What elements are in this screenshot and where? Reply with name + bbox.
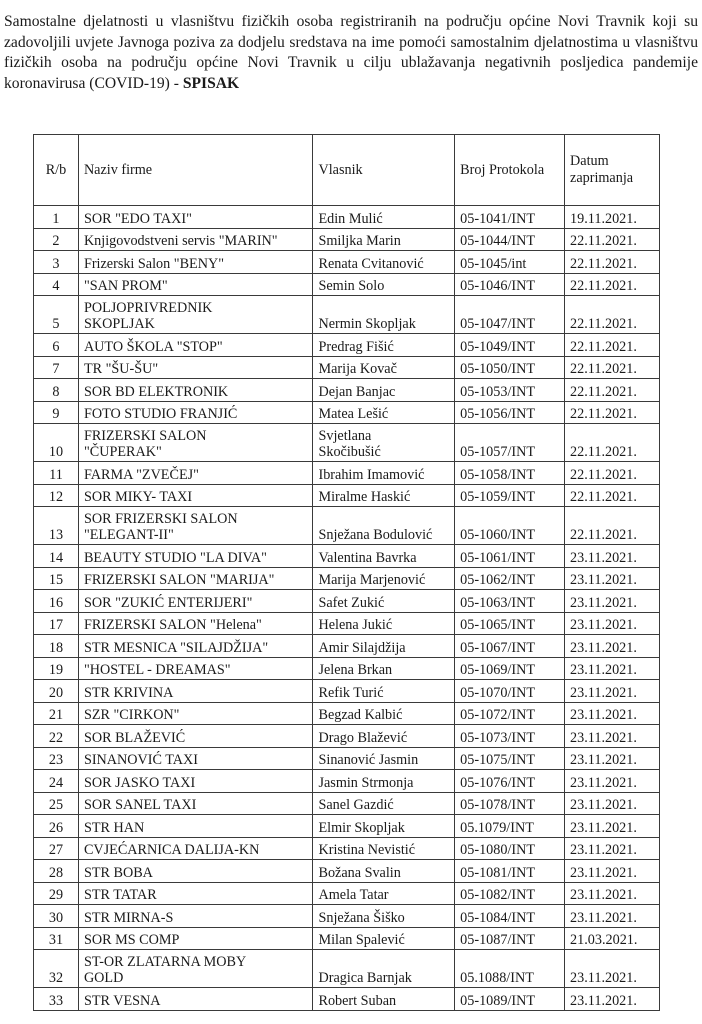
cell-date: 22.11.2021. <box>565 296 660 334</box>
cell-protocol: 05-1050/INT <box>455 356 565 379</box>
cell-date: 22.11.2021. <box>565 251 660 274</box>
owner-name: Snježana Šiško <box>318 909 405 926</box>
intro-text: Samostalne djelatnosti u vlasništvu fizičkih osoba registriranih na području općine Novi Travnik koji su zadovoljili uvjete Javnoga poziva za dodjelu sredstava na ime pomoći samostalnim djelatnostima u vlasništvu fizičkih osoba na području općine Novi Travnik u cilju ublažavanja negativnih posljedica pandemije koronavirusa (COVID-19) - <box>4 13 698 92</box>
cell-name <box>78 770 313 793</box>
cell-rb: 23 <box>34 747 79 770</box>
company-name: "HOSTEL - DREAMAS" <box>83 662 231 678</box>
cell-owner <box>313 206 455 229</box>
company-name: SOR BD ELEKTRONIK <box>83 383 229 400</box>
cell-date: 23.11.2021. <box>565 792 660 815</box>
cell-date: 23.11.2021. <box>565 988 660 1011</box>
table-row <box>34 206 660 229</box>
table-row <box>34 702 660 725</box>
cell-owner <box>313 860 455 883</box>
cell-name <box>78 545 313 568</box>
cell-owner <box>313 251 455 274</box>
cell-name <box>78 950 313 988</box>
cell-rb: 1 <box>34 206 79 229</box>
cell-owner <box>313 770 455 793</box>
owner-name: Valentina Bavrka <box>318 549 417 566</box>
cell-date: 23.11.2021. <box>565 590 660 613</box>
cell-rb: 18 <box>34 635 79 658</box>
company-name-line1: POLJOPRIVREDNIK <box>83 300 213 316</box>
cell-protocol: 05-1063/INT <box>455 590 565 613</box>
intro-title-bold: SPISAK <box>182 74 240 92</box>
owner-name-line2: Snježana Bodulović <box>318 527 433 543</box>
cell-protocol: 05-1078/INT <box>455 792 565 815</box>
company-name-line1: ST-OR ZLATARNA MOBY <box>83 954 247 970</box>
cell-name <box>78 792 313 815</box>
cell-owner <box>313 792 455 815</box>
cell-name <box>78 927 313 950</box>
company-name-line2: SKOPLJAK <box>83 316 155 332</box>
cell-owner <box>313 590 455 613</box>
table-row <box>34 484 660 507</box>
company-name: STR MIRNA-S <box>83 909 174 926</box>
table-row <box>34 815 660 838</box>
company-name: SOR SANEL TAXI <box>83 797 197 813</box>
cell-protocol: 05-1057/INT <box>455 424 565 462</box>
cell-date: 22.11.2021. <box>565 273 660 296</box>
cell-owner <box>313 612 455 635</box>
cell-rb: 24 <box>34 770 79 793</box>
cell-rb: 10 <box>34 424 79 462</box>
cell-protocol: 05-1047/INT <box>455 296 565 334</box>
owner-name: Predrag Fišić <box>318 338 394 355</box>
company-name: FRIZERSKI SALON "Helena" <box>83 617 262 633</box>
cell-rb: 28 <box>34 860 79 883</box>
cell-rb: 9 <box>34 401 79 424</box>
company-name: "SAN PROM" <box>83 278 168 294</box>
owner-name: Matea Lešić <box>318 406 389 422</box>
cell-protocol: 05-1081/INT <box>455 860 565 883</box>
table-row <box>34 567 660 590</box>
cell-owner <box>313 747 455 770</box>
cell-protocol: 05-1084/INT <box>455 905 565 928</box>
cell-protocol: 05.1079/INT <box>455 815 565 838</box>
cell-rb: 8 <box>34 379 79 402</box>
cell-owner <box>313 702 455 725</box>
owner-name-line2: Skočibušić <box>318 444 381 460</box>
table-row <box>34 882 660 905</box>
cell-protocol: 05-1049/INT <box>455 334 565 357</box>
table-row <box>34 635 660 658</box>
cell-protocol: 05-1046/INT <box>455 273 565 296</box>
company-name-line1: FRIZERSKI SALON <box>83 428 207 444</box>
cell-rb: 30 <box>34 905 79 928</box>
cell-name <box>78 206 313 229</box>
cell-owner <box>313 815 455 838</box>
company-name: SOR "ZUKIĆ ENTERIJERI" <box>83 594 253 611</box>
company-name: SOR MS COMP <box>83 932 180 948</box>
table-row <box>34 507 660 545</box>
table-row <box>34 334 660 357</box>
cell-date: 22.11.2021. <box>565 228 660 251</box>
cell-name <box>78 635 313 658</box>
cell-rb: 25 <box>34 792 79 815</box>
cell-rb: 5 <box>34 296 79 334</box>
cell-date: 23.11.2021. <box>565 770 660 793</box>
table-row <box>34 379 660 402</box>
owner-name: Helena Jukić <box>318 617 393 633</box>
table-row <box>34 356 660 379</box>
cell-rb: 3 <box>34 251 79 274</box>
table-row <box>34 590 660 613</box>
header-rb: R/b <box>34 135 79 206</box>
table-row <box>34 680 660 703</box>
cell-protocol: 05-1044/INT <box>455 228 565 251</box>
cell-protocol: 05-1060/INT <box>455 507 565 545</box>
table-row <box>34 273 660 296</box>
cell-date: 23.11.2021. <box>565 657 660 680</box>
owner-name: Jasmin Strmonja <box>318 774 414 791</box>
cell-rb: 16 <box>34 590 79 613</box>
table-row <box>34 860 660 883</box>
owner-name: Drago Blažević <box>318 729 408 746</box>
table-row <box>34 401 660 424</box>
cell-name <box>78 882 313 905</box>
cell-rb: 26 <box>34 815 79 838</box>
header-protocol: Broj Protokola <box>455 135 565 206</box>
cell-date: 21.03.2021. <box>565 927 660 950</box>
cell-date: 22.11.2021. <box>565 462 660 485</box>
cell-name <box>78 484 313 507</box>
table-row <box>34 905 660 928</box>
cell-owner <box>313 567 455 590</box>
cell-protocol: 05-1076/INT <box>455 770 565 793</box>
table-row <box>34 988 660 1011</box>
cell-owner <box>313 401 455 424</box>
cell-date: 22.11.2021. <box>565 334 660 357</box>
cell-protocol: 05-1082/INT <box>455 882 565 905</box>
owner-name: Amir Silajdžija <box>318 639 406 656</box>
table-row <box>34 296 660 334</box>
header-date-line1: Datum <box>570 153 609 169</box>
cell-date: 23.11.2021. <box>565 747 660 770</box>
cell-rb: 17 <box>34 612 79 635</box>
owner-name-line1: Svjetlana <box>318 428 372 444</box>
cell-protocol: 05-1065/INT <box>455 612 565 635</box>
company-name-line2: "ELEGANT-II" <box>83 527 174 543</box>
cell-name <box>78 424 313 462</box>
cell-owner <box>313 657 455 680</box>
cell-rb: 7 <box>34 356 79 379</box>
company-name: FRIZERSKI SALON "MARIJA" <box>83 572 275 588</box>
cell-owner <box>313 379 455 402</box>
company-name: SOR BLAŽEVIĆ <box>83 729 186 746</box>
company-name: Knjigovodstveni servis "MARIN" <box>83 233 278 249</box>
cell-date: 19.11.2021. <box>565 206 660 229</box>
cell-protocol: 05-1080/INT <box>455 837 565 860</box>
company-name: SZR "CIRKON" <box>83 707 180 723</box>
cell-name <box>78 680 313 703</box>
cell-owner <box>313 837 455 860</box>
cell-protocol: 05-1070/INT <box>455 680 565 703</box>
cell-owner <box>313 484 455 507</box>
cell-date: 23.11.2021. <box>565 725 660 748</box>
cell-rb: 29 <box>34 882 79 905</box>
owner-name: Elmir Skopljak <box>318 819 405 836</box>
cell-date: 23.11.2021. <box>565 815 660 838</box>
cell-name <box>78 988 313 1011</box>
cell-rb: 12 <box>34 484 79 507</box>
header-name: Naziv firme <box>78 135 313 206</box>
owner-name: Kristina Nevistić <box>318 842 416 858</box>
cell-name <box>78 462 313 485</box>
company-name: TR "ŠU-ŠU" <box>83 361 159 377</box>
cell-owner <box>313 927 455 950</box>
cell-date: 23.11.2021. <box>565 545 660 568</box>
cell-protocol: 05-1072/INT <box>455 702 565 725</box>
cell-date: 22.11.2021. <box>565 401 660 424</box>
cell-name <box>78 590 313 613</box>
cell-owner <box>313 273 455 296</box>
company-name: STR VESNA <box>83 992 161 1009</box>
cell-name <box>78 228 313 251</box>
owner-name: Ibrahim Imamović <box>318 466 425 483</box>
cell-protocol: 05-1067/INT <box>455 635 565 658</box>
cell-date: 23.11.2021. <box>565 702 660 725</box>
company-name: SINANOVIĆ TAXI <box>83 752 199 768</box>
cell-owner <box>313 545 455 568</box>
cell-name <box>78 567 313 590</box>
cell-name <box>78 334 313 357</box>
cell-name <box>78 747 313 770</box>
table-header-row <box>34 135 660 206</box>
header-owner: Vlasnik <box>313 135 455 206</box>
company-name: SOR MIKY- TAXI <box>83 489 193 505</box>
owner-name: Jelena Brkan <box>318 662 393 678</box>
owner-name: Dejan Banjac <box>318 383 396 400</box>
cell-date: 23.11.2021. <box>565 860 660 883</box>
cell-protocol: 05-1073/INT <box>455 725 565 748</box>
company-name: CVJEĆARNICA DALIJA-KN <box>83 842 260 858</box>
cell-name <box>78 401 313 424</box>
cell-name <box>78 702 313 725</box>
cell-protocol: 05-1041/INT <box>455 206 565 229</box>
header-date-line2: zaprimanja <box>570 170 634 186</box>
header-date <box>565 135 660 206</box>
cell-rb: 14 <box>34 545 79 568</box>
cell-date: 23.11.2021. <box>565 882 660 905</box>
company-name: SOR "EDO TAXI" <box>83 210 192 227</box>
cell-name <box>78 273 313 296</box>
cell-rb: 27 <box>34 837 79 860</box>
cell-date: 23.11.2021. <box>565 837 660 860</box>
owner-name: Renata Cvitanović <box>318 255 424 272</box>
owner-name: Amela Tatar <box>318 887 389 903</box>
cell-owner <box>313 905 455 928</box>
cell-name <box>78 612 313 635</box>
table-row <box>34 612 660 635</box>
cell-protocol: 05-1089/INT <box>455 988 565 1011</box>
cell-protocol: 05-1062/INT <box>455 567 565 590</box>
cell-protocol: 05-1045/int <box>455 251 565 274</box>
owner-name: Marija Kovač <box>318 361 397 377</box>
table-row <box>34 747 660 770</box>
owner-name: Marija Marjenović <box>318 572 426 588</box>
document-intro <box>4 12 698 94</box>
cell-rb: 15 <box>34 567 79 590</box>
cell-name <box>78 657 313 680</box>
table-row <box>34 462 660 485</box>
owner-name: Begzad Kalbić <box>318 707 403 723</box>
company-name-line2: "ČUPERAK" <box>83 444 162 460</box>
cell-owner <box>313 334 455 357</box>
cell-owner <box>313 296 455 334</box>
owner-name: Refik Turić <box>318 684 384 701</box>
cell-name <box>78 815 313 838</box>
cell-date: 23.11.2021. <box>565 567 660 590</box>
company-name: STR BOBA <box>83 864 153 881</box>
owner-name: Edin Mulić <box>318 210 383 227</box>
cell-rb: 20 <box>34 680 79 703</box>
owner-name-line2: Dragica Barnjak <box>318 970 412 986</box>
company-name: FARMA "ZVEČEJ" <box>83 466 199 483</box>
owner-name: Safet Zukić <box>318 594 385 611</box>
company-name: AUTO ŠKOLA "STOP" <box>83 338 223 355</box>
table-row <box>34 927 660 950</box>
owner-name-line2: Nermin Skopljak <box>318 316 416 332</box>
table-row <box>34 837 660 860</box>
company-name: STR TATAR <box>83 887 157 903</box>
company-name: FOTO STUDIO FRANJIĆ <box>83 406 238 422</box>
cell-name <box>78 296 313 334</box>
owner-name: Božana Svalin <box>318 864 401 881</box>
cell-name <box>78 725 313 748</box>
cell-owner <box>313 356 455 379</box>
cell-owner <box>313 988 455 1011</box>
table-row <box>34 792 660 815</box>
cell-protocol: 05-1061/INT <box>455 545 565 568</box>
table-body <box>34 206 660 1011</box>
cell-name <box>78 837 313 860</box>
company-name: Frizerski Salon "BENY" <box>83 255 224 272</box>
company-name: STR KRIVINA <box>83 684 174 701</box>
cell-owner <box>313 950 455 988</box>
cell-rb: 31 <box>34 927 79 950</box>
cell-protocol: 05-1059/INT <box>455 484 565 507</box>
cell-rb: 6 <box>34 334 79 357</box>
table-row <box>34 725 660 748</box>
company-name: BEAUTY STUDIO "LA DIVA" <box>83 549 267 566</box>
owner-name: Milan Spalević <box>318 932 405 948</box>
cell-date: 22.11.2021. <box>565 379 660 402</box>
cell-owner <box>313 507 455 545</box>
cell-rb: 33 <box>34 988 79 1011</box>
cell-name <box>78 356 313 379</box>
owner-name: Robert Suban <box>318 992 397 1009</box>
cell-owner <box>313 462 455 485</box>
table-row <box>34 424 660 462</box>
cell-protocol: 05.1088/INT <box>455 950 565 988</box>
cell-owner <box>313 424 455 462</box>
owner-name: Sinanović Jasmin <box>318 752 419 768</box>
cell-rb: 21 <box>34 702 79 725</box>
cell-name <box>78 860 313 883</box>
company-name-line1: SOR FRIZERSKI SALON <box>83 511 238 527</box>
cell-date: 23.11.2021. <box>565 680 660 703</box>
cell-name <box>78 905 313 928</box>
cell-rb: 32 <box>34 950 79 988</box>
company-name: SOR JASKO TAXI <box>83 774 196 791</box>
cell-protocol: 05-1053/INT <box>455 379 565 402</box>
cell-date: 22.11.2021. <box>565 507 660 545</box>
cell-date: 23.11.2021. <box>565 905 660 928</box>
cell-name <box>78 251 313 274</box>
owner-name: Smiljka Marin <box>318 233 401 249</box>
cell-name <box>78 379 313 402</box>
beneficiaries-table <box>33 134 660 1011</box>
owner-name: Sanel Gazdić <box>318 797 394 813</box>
cell-name <box>78 507 313 545</box>
cell-rb: 2 <box>34 228 79 251</box>
table-row <box>34 657 660 680</box>
cell-rb: 13 <box>34 507 79 545</box>
cell-protocol: 05-1069/INT <box>455 657 565 680</box>
table-row <box>34 770 660 793</box>
table-row <box>34 950 660 988</box>
cell-rb: 11 <box>34 462 79 485</box>
cell-rb: 4 <box>34 273 79 296</box>
cell-protocol: 05-1075/INT <box>455 747 565 770</box>
cell-owner <box>313 882 455 905</box>
cell-protocol: 05-1087/INT <box>455 927 565 950</box>
company-name: STR HAN <box>83 819 145 836</box>
cell-owner <box>313 228 455 251</box>
cell-owner <box>313 635 455 658</box>
cell-date: 23.11.2021. <box>565 950 660 988</box>
company-name-line2: GOLD <box>83 970 124 986</box>
cell-date: 22.11.2021. <box>565 484 660 507</box>
table-row <box>34 251 660 274</box>
owner-name: Semin Solo <box>318 278 385 294</box>
cell-date: 23.11.2021. <box>565 635 660 658</box>
cell-date: 22.11.2021. <box>565 356 660 379</box>
owner-name: Miralme Haskić <box>318 489 411 505</box>
table-row <box>34 228 660 251</box>
cell-rb: 22 <box>34 725 79 748</box>
cell-owner <box>313 725 455 748</box>
cell-rb: 19 <box>34 657 79 680</box>
table-row <box>34 545 660 568</box>
cell-date: 22.11.2021. <box>565 424 660 462</box>
cell-protocol: 05-1058/INT <box>455 462 565 485</box>
cell-protocol: 05-1056/INT <box>455 401 565 424</box>
company-name: STR MESNICA "SILAJDŽIJA" <box>83 639 269 656</box>
cell-owner <box>313 680 455 703</box>
cell-date: 23.11.2021. <box>565 612 660 635</box>
